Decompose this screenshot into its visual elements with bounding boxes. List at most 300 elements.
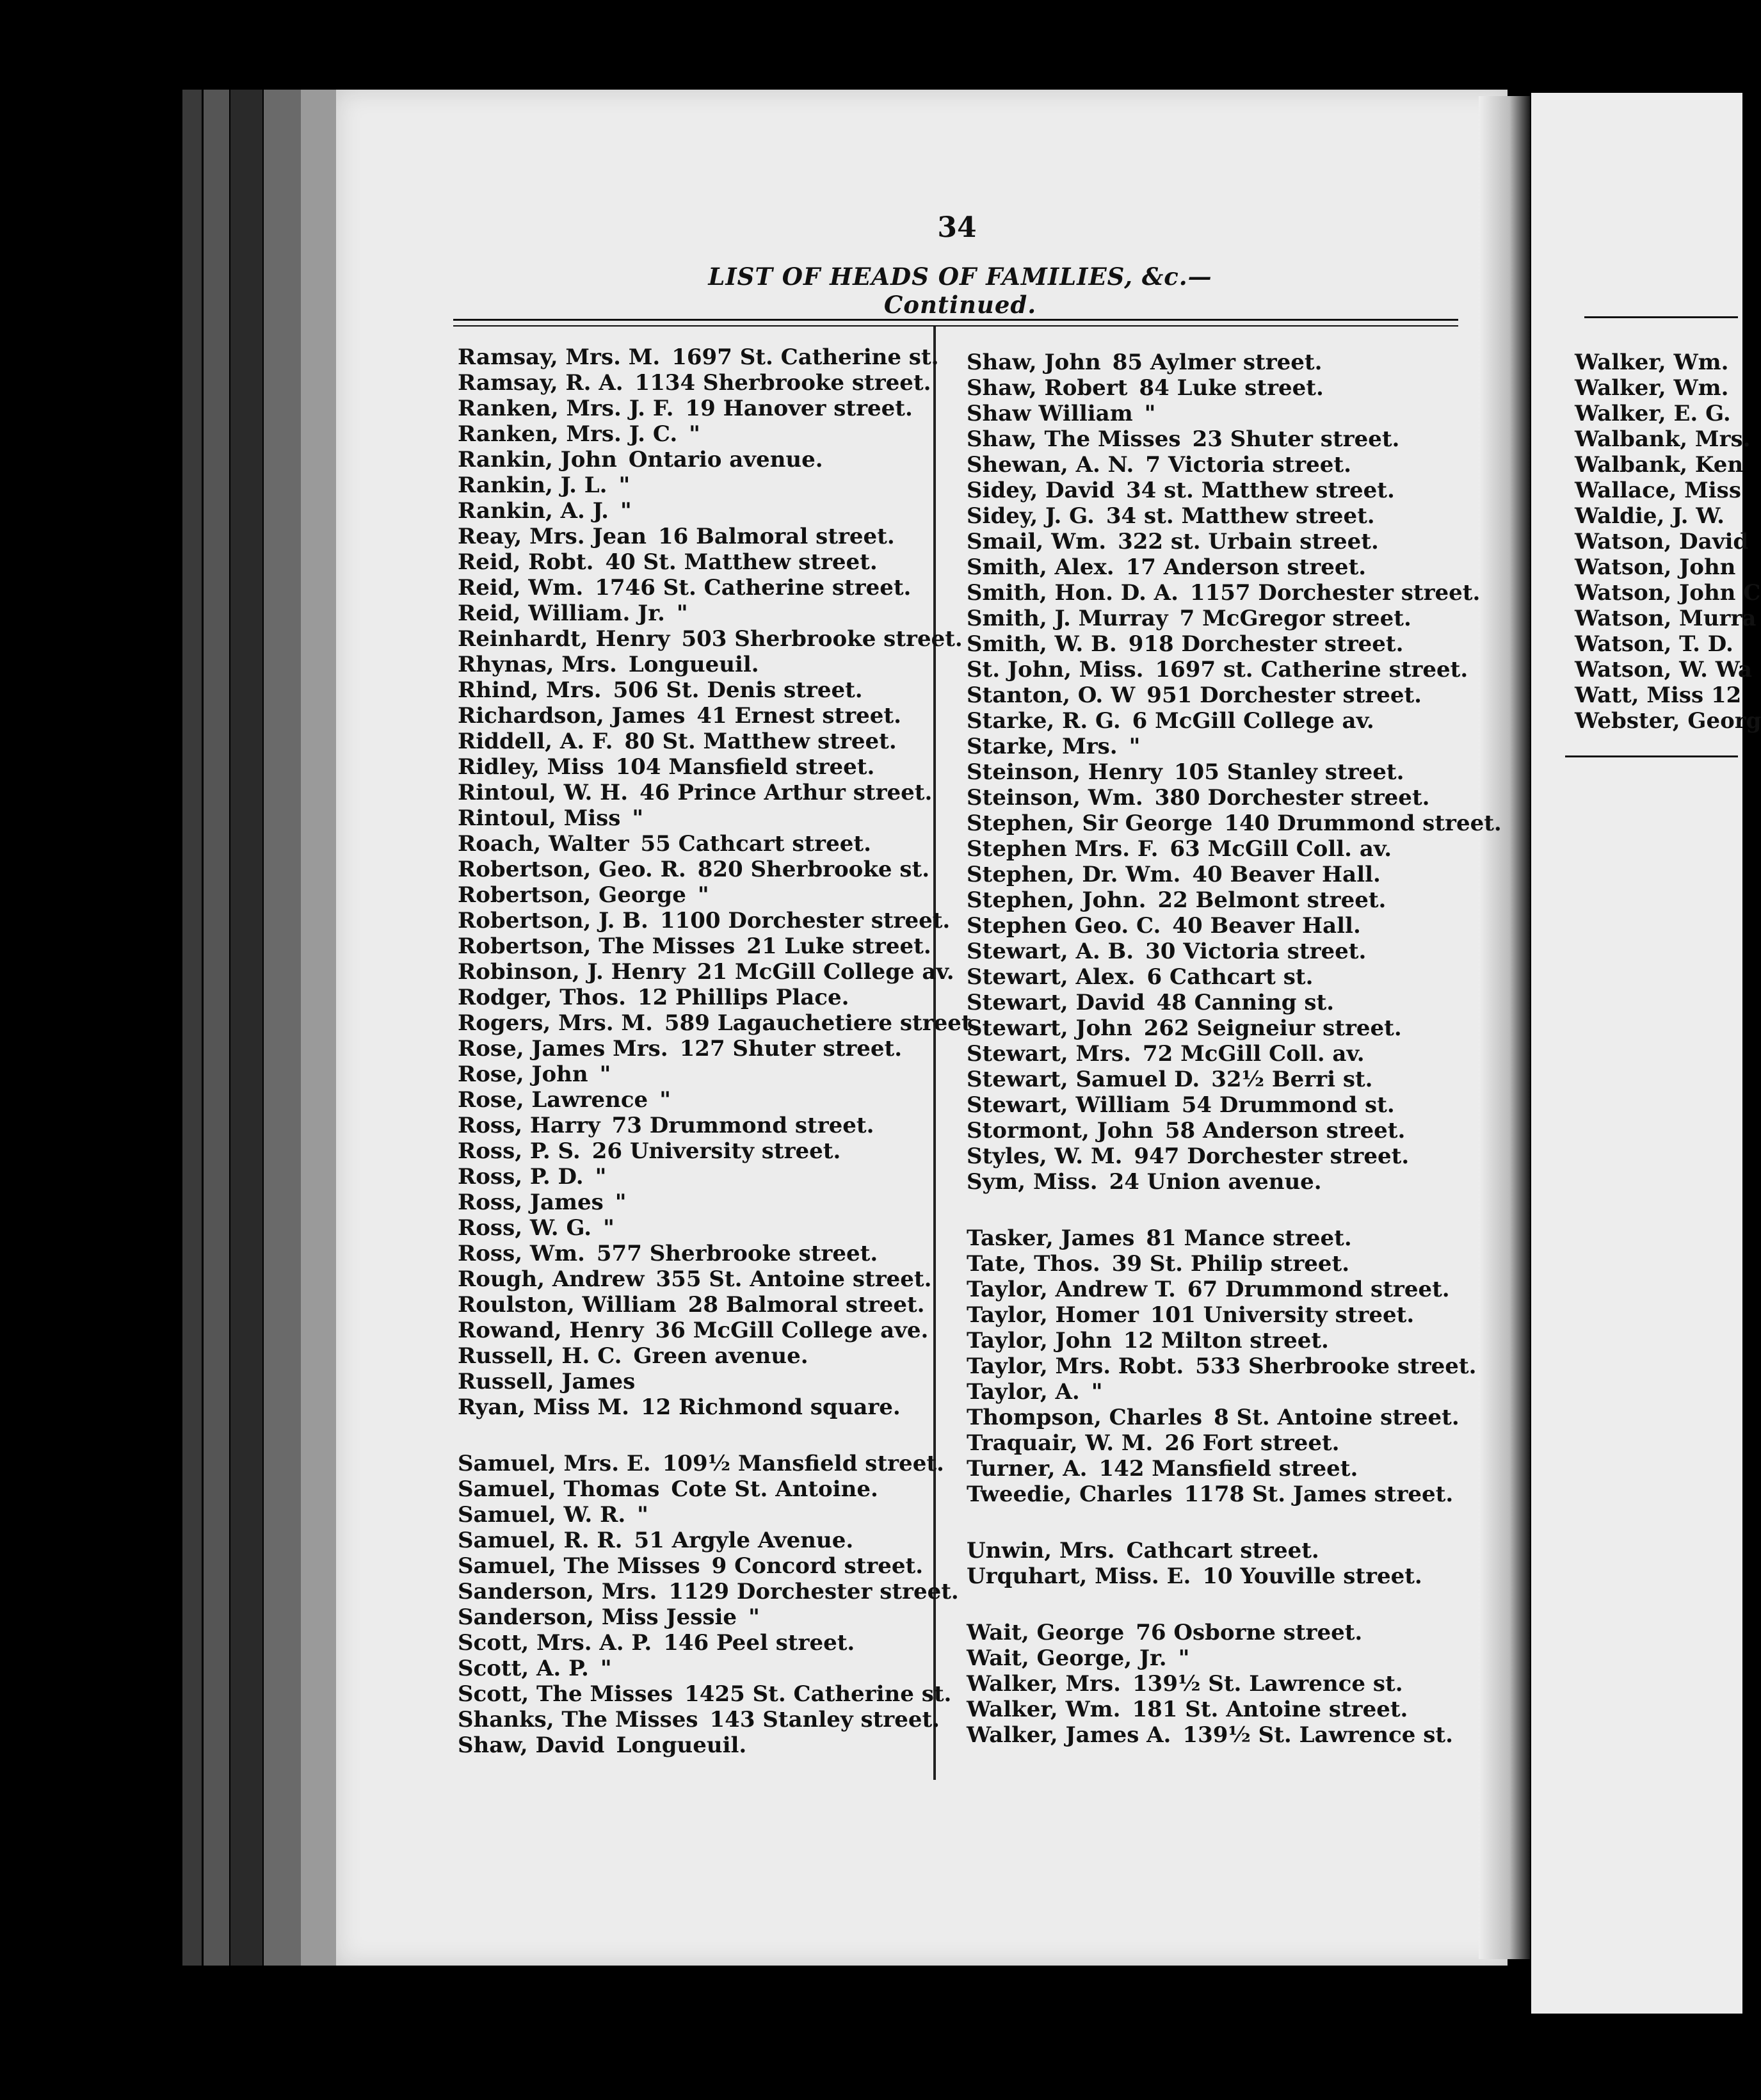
- entry-address: 355 St. Antoine street.: [655, 1266, 932, 1292]
- directory-entry: [967, 1143, 1502, 1169]
- facing-page-entry: Webster, Georg: [1575, 708, 1761, 734]
- entry-name: Stewart, A. B.: [967, 939, 1134, 964]
- right-column: [967, 350, 1502, 1748]
- directory-entry: [458, 754, 979, 780]
- directory-entry: [458, 1502, 979, 1528]
- entry-name: Roulston, William: [458, 1292, 677, 1318]
- entry-name: Steinson, Henry: [967, 759, 1162, 785]
- entry-address: 21 Luke street.: [746, 933, 931, 959]
- facing-page-entry: Watson, David: [1575, 529, 1749, 554]
- directory-entry: [458, 421, 979, 447]
- book-edge: [301, 90, 339, 1966]
- directory-entry: [967, 1277, 1502, 1302]
- directory-entry: [458, 1604, 979, 1630]
- directory-entry: [967, 1671, 1502, 1697]
- entry-name: Stewart, David: [967, 990, 1145, 1015]
- entry-name: Shaw, John: [967, 350, 1101, 375]
- directory-entry: [458, 575, 979, 601]
- directory-entry: [458, 396, 979, 421]
- directory-entry: [967, 1015, 1502, 1041]
- entry-name: Smith, J. Murray: [967, 606, 1168, 631]
- directory-entry: [967, 1482, 1502, 1507]
- directory-entry: [458, 1630, 979, 1656]
- entry-address: Cathcart street.: [1126, 1538, 1319, 1563]
- directory-entry: [458, 1394, 979, 1420]
- directory-entry: [967, 734, 1502, 759]
- entry-address: 143 Stanley street.: [709, 1707, 940, 1732]
- entry-address: 22 Belmont street.: [1157, 887, 1387, 913]
- directory-entry: [458, 1681, 979, 1707]
- entry-name: Starke, R. G.: [967, 708, 1121, 734]
- entry-address: 21 McGill College av.: [696, 959, 954, 985]
- directory-entry: [967, 1225, 1502, 1251]
- directory-entry: [458, 985, 979, 1010]
- directory-entry: [458, 1369, 979, 1394]
- entry-name: Robertson, Geo. R.: [458, 857, 686, 882]
- directory-entry: [458, 1138, 979, 1164]
- entry-address: ": [676, 601, 688, 626]
- facing-page-entry: Watson, John C: [1575, 580, 1761, 606]
- directory-entry: [967, 836, 1502, 862]
- entry-name: Shaw, David: [458, 1732, 605, 1758]
- directory-entry: [458, 1164, 979, 1190]
- page-heading: [659, 262, 1261, 319]
- entry-address: 63 McGill Coll. av.: [1170, 836, 1392, 862]
- entry-name: Smith, W. B.: [967, 631, 1117, 657]
- entry-name: Rose, James Mrs.: [458, 1036, 668, 1062]
- entry-name: Walker, James A.: [967, 1722, 1171, 1748]
- entry-address: 1129 Dorchester street.: [668, 1579, 959, 1604]
- entry-name: Taylor, Homer: [967, 1302, 1139, 1328]
- entry-address: 67 Drummond street.: [1187, 1277, 1450, 1302]
- entry-name: Stephen, Dr. Wm.: [967, 862, 1181, 887]
- directory-entry: [967, 939, 1502, 964]
- book-edge: [264, 90, 301, 1966]
- entry-name: Samuel, Thomas: [458, 1476, 660, 1502]
- directory-entry: [967, 887, 1502, 913]
- entry-name: Rogers, Mrs. M.: [458, 1010, 653, 1036]
- entry-name: Ross, Wm.: [458, 1241, 585, 1266]
- entry-name: Shanks, The Misses: [458, 1707, 698, 1732]
- directory-entry: [458, 370, 979, 396]
- facing-page-entry: Walbank, Ken: [1575, 452, 1744, 478]
- entry-address: 40 Beaver Hall.: [1172, 913, 1361, 939]
- entry-address: Longueuil.: [616, 1732, 747, 1758]
- facing-page-entry: Watson, John: [1575, 554, 1736, 580]
- entry-address: ": [1129, 734, 1141, 759]
- entry-name: Sym, Miss.: [967, 1169, 1098, 1195]
- entry-name: Riddell, A. F.: [458, 729, 613, 754]
- entry-name: Sidey, David: [967, 478, 1115, 503]
- entry-name: Rough, Andrew: [458, 1266, 645, 1292]
- directory-entry: [458, 1732, 979, 1758]
- entry-address: ": [697, 882, 709, 908]
- entry-address: ": [632, 805, 644, 831]
- facing-page-entry: Watson, W. Wa: [1575, 657, 1752, 682]
- entry-name: Thompson, Charles: [967, 1405, 1203, 1430]
- directory-entry: [967, 1118, 1502, 1143]
- entry-address: 81 Mance street.: [1146, 1225, 1352, 1251]
- entry-address: 589 Lagauchetiere street.: [664, 1010, 979, 1036]
- entry-address: Cote St. Antoine.: [671, 1476, 878, 1502]
- entry-name: Shaw, Robert: [967, 375, 1128, 401]
- directory-entry: [967, 375, 1502, 401]
- directory-entry: [967, 1563, 1502, 1589]
- entry-address: 262 Seigneiur street.: [1143, 1015, 1402, 1041]
- directory-entry: [458, 1190, 979, 1215]
- entry-address: 12 Milton street.: [1123, 1328, 1329, 1353]
- directory-entry: [967, 1722, 1502, 1748]
- directory-entry: [458, 703, 979, 729]
- entry-address: ": [620, 498, 632, 524]
- facing-page-entry: Watt, Miss 12: [1575, 682, 1742, 708]
- directory-entry: [967, 964, 1502, 990]
- entry-address: 105 Stanley street.: [1173, 759, 1404, 785]
- directory-entry: [967, 401, 1502, 426]
- entry-address: ": [615, 1190, 627, 1215]
- entry-address: 7 Victoria street.: [1145, 452, 1351, 478]
- entry-name: Richardson, James: [458, 703, 686, 729]
- directory-entry: [458, 1062, 979, 1087]
- facing-page-entry: Walker, E. G.: [1575, 401, 1731, 426]
- directory-entry: [458, 1087, 979, 1113]
- directory-entry: [967, 785, 1502, 811]
- entry-address: 820 Sherbrooke st.: [697, 857, 930, 882]
- entry-address: ": [637, 1502, 648, 1528]
- entry-name: Rowand, Henry: [458, 1318, 644, 1343]
- entry-name: Smith, Hon. D. A.: [967, 580, 1178, 606]
- directory-entry: [967, 426, 1502, 452]
- directory-entry: [967, 759, 1502, 785]
- directory-entry: [967, 1456, 1502, 1482]
- directory-entry: [458, 498, 979, 524]
- entry-name: Roach, Walter: [458, 831, 629, 857]
- entry-address: Green avenue.: [633, 1343, 808, 1369]
- directory-entry: [458, 1318, 979, 1343]
- entry-name: Ramsay, R. A.: [458, 370, 623, 396]
- directory-entry: [967, 1041, 1502, 1067]
- entry-name: Russell, H. C.: [458, 1343, 622, 1369]
- entry-address: 1425 St. Catherine st.: [684, 1681, 952, 1707]
- entry-name: Scott, Mrs. A. P.: [458, 1630, 652, 1656]
- entry-name: Sidey, J. G.: [967, 503, 1095, 529]
- entry-address: 46 Prince Arthur street.: [639, 780, 933, 805]
- entry-name: Ross, W. G.: [458, 1215, 592, 1241]
- entry-address: 40 Beaver Hall.: [1192, 862, 1381, 887]
- entry-name: Ridley, Miss: [458, 754, 604, 780]
- directory-entry: [458, 729, 979, 754]
- entry-address: 58 Anderson street.: [1164, 1118, 1406, 1143]
- directory-entry: [458, 857, 979, 882]
- entry-address: ": [603, 1215, 615, 1241]
- directory-entry: [458, 652, 979, 677]
- entry-address: 34 st. Matthew street.: [1126, 478, 1395, 503]
- entry-address: 30 Victoria street.: [1145, 939, 1367, 964]
- entry-address: 10 Youville street.: [1202, 1563, 1422, 1589]
- directory-entry: [458, 1553, 979, 1579]
- directory-entry: [458, 1476, 979, 1502]
- directory-entry: [458, 805, 979, 831]
- entry-address: 32½ Berri st.: [1211, 1067, 1373, 1092]
- directory-entry: [458, 831, 979, 857]
- entry-address: 55 Cathcart street.: [640, 831, 871, 857]
- entry-name: Rintoul, W. H.: [458, 780, 629, 805]
- entry-name: Smail, Wm.: [967, 529, 1107, 554]
- entry-address: 23 Shuter street.: [1192, 426, 1400, 452]
- directory-entry: [967, 1067, 1502, 1092]
- facing-page-entry: Wallace, Miss: [1575, 478, 1741, 503]
- entry-address: 506 St. Denis street.: [613, 677, 863, 703]
- directory-entry: [967, 1697, 1502, 1722]
- entry-name: Robertson, J. B.: [458, 908, 648, 933]
- directory-entry: [967, 1092, 1502, 1118]
- entry-name: Shaw William: [967, 401, 1133, 426]
- directory-entry: [967, 1353, 1502, 1379]
- entry-address: ": [1144, 401, 1156, 426]
- directory-entry: [458, 1451, 979, 1476]
- directory-entry: [458, 1707, 979, 1732]
- entry-name: Taylor, Mrs. Robt.: [967, 1353, 1184, 1379]
- entry-address: 34 st. Matthew street.: [1106, 503, 1375, 529]
- entry-name: Sanderson, Mrs.: [458, 1579, 657, 1604]
- entry-name: Scott, The Misses: [458, 1681, 673, 1707]
- entry-name: Stephen Mrs. F.: [967, 836, 1159, 862]
- directory-entry: [458, 959, 979, 985]
- facing-page-entry: Watson, T. D.: [1575, 631, 1733, 657]
- directory-entry: [458, 1010, 979, 1036]
- entry-address: 577 Sherbrooke street.: [596, 1241, 878, 1266]
- directory-entry: [458, 1215, 979, 1241]
- entry-name: Robertson, George: [458, 882, 686, 908]
- entry-name: Unwin, Mrs.: [967, 1538, 1115, 1563]
- directory-entry: [458, 1036, 979, 1062]
- entry-address: 39 St. Philip street.: [1111, 1251, 1350, 1277]
- directory-entry: [967, 1620, 1502, 1645]
- entry-name: Rose, Lawrence: [458, 1087, 648, 1113]
- directory-entry: [458, 472, 979, 498]
- entry-address: 139½ St. Lawrence st.: [1132, 1671, 1403, 1697]
- entry-address: 85 Aylmer street.: [1112, 350, 1323, 375]
- entry-address: 1697 st. Catherine street.: [1155, 657, 1468, 682]
- entry-name: Steinson, Wm.: [967, 785, 1143, 811]
- facing-page-entry: Walbank, Mrs.: [1575, 426, 1751, 452]
- entry-address: ": [595, 1164, 607, 1190]
- directory-entry: [967, 452, 1502, 478]
- entry-name: Samuel, W. R.: [458, 1502, 626, 1528]
- facing-page-entry: Watson, Murra: [1575, 606, 1757, 631]
- directory-entry: [967, 580, 1502, 606]
- entry-name: Stewart, Mrs.: [967, 1041, 1132, 1067]
- entry-name: Stormont, John: [967, 1118, 1154, 1143]
- facing-page-column: [1575, 350, 1761, 734]
- book-edge: [230, 90, 262, 1966]
- entry-name: Stephen, John.: [967, 887, 1146, 913]
- directory-entry: [967, 631, 1502, 657]
- entry-name: Samuel, R. R.: [458, 1528, 623, 1553]
- entry-name: Reid, Robt.: [458, 549, 594, 575]
- directory-entry: [967, 990, 1502, 1015]
- entry-address: ": [599, 1062, 611, 1087]
- entry-address: Ontario avenue.: [628, 447, 823, 472]
- book-edge: [182, 90, 202, 1966]
- directory-entry: [458, 1241, 979, 1266]
- directory-entry: [967, 478, 1502, 503]
- entry-name: Rhind, Mrs.: [458, 677, 602, 703]
- header-rule: [453, 319, 1458, 321]
- entry-address: ": [1178, 1645, 1190, 1671]
- directory-entry: [458, 1579, 979, 1604]
- entry-address: ": [600, 1656, 612, 1681]
- entry-name: Robinson, J. Henry: [458, 959, 686, 985]
- entry-address: 1134 Sherbrooke street.: [634, 370, 931, 396]
- entry-name: Reay, Mrs. Jean: [458, 524, 647, 549]
- entry-name: Urquhart, Miss. E.: [967, 1563, 1191, 1589]
- entry-name: Ryan, Miss M.: [458, 1394, 629, 1420]
- entry-address: 101 University street.: [1150, 1302, 1415, 1328]
- directory-entry: [458, 1292, 979, 1318]
- entry-name: Russell, James: [458, 1369, 636, 1394]
- entry-name: Ramsay, Mrs. M.: [458, 344, 661, 370]
- entry-address: 84 Luke street.: [1139, 375, 1324, 401]
- directory-entry: [967, 1538, 1502, 1563]
- entry-address: 54 Drummond st.: [1181, 1092, 1395, 1118]
- entry-address: ": [659, 1087, 671, 1113]
- entry-address: 322 st. Urbain street.: [1118, 529, 1379, 554]
- section-gap: [967, 1507, 1502, 1538]
- directory-entry: [458, 1343, 979, 1369]
- directory-entry: [967, 1169, 1502, 1195]
- directory-entry: [458, 344, 979, 370]
- entry-name: Taylor, Andrew T.: [967, 1277, 1176, 1302]
- entry-address: ": [748, 1604, 760, 1630]
- entry-name: Rankin, J. L.: [458, 472, 607, 498]
- directory-entry: [967, 1430, 1502, 1456]
- directory-entry: [967, 529, 1502, 554]
- entry-name: St. John, Miss.: [967, 657, 1144, 682]
- entry-address: 918 Dorchester street.: [1128, 631, 1404, 657]
- entry-address: 28 Balmoral street.: [688, 1292, 925, 1318]
- heading-title: LIST OF HEADS OF FAMILIES,: [708, 262, 1133, 291]
- entry-name: Reinhardt, Henry: [458, 626, 670, 652]
- facing-page-entry: Walker, Wm.: [1575, 350, 1729, 375]
- entry-name: Shewan, A. N.: [967, 452, 1134, 478]
- entry-name: Stanton, O. W: [967, 682, 1136, 708]
- entry-address: 16 Balmoral street.: [657, 524, 895, 549]
- entry-address: 24 Union avenue.: [1109, 1169, 1322, 1195]
- directory-entry: [458, 1113, 979, 1138]
- entry-address: 12 Richmond square.: [640, 1394, 901, 1420]
- entry-address: 6 Cathcart st.: [1146, 964, 1314, 990]
- directory-entry: [458, 549, 979, 575]
- directory-entry: [967, 913, 1502, 939]
- entry-name: Stewart, Samuel D.: [967, 1067, 1200, 1092]
- entry-name: Tate, Thos.: [967, 1251, 1100, 1277]
- entry-address: 19 Hanover street.: [685, 396, 913, 421]
- directory-entry: [967, 811, 1502, 836]
- entry-address: 1697 St. Catherine st.: [671, 344, 939, 370]
- directory-entry: [967, 862, 1502, 887]
- directory-entry: [458, 601, 979, 626]
- entry-address: 1157 Dorchester street.: [1189, 580, 1481, 606]
- directory-entry: [458, 677, 979, 703]
- entry-address: 73 Drummond street.: [611, 1113, 874, 1138]
- directory-entry: [458, 1266, 979, 1292]
- entry-name: Starke, Mrs.: [967, 734, 1118, 759]
- entry-address: 104 Mansfield street.: [615, 754, 875, 780]
- entry-address: 72 McGill Coll. av.: [1143, 1041, 1365, 1067]
- page-number: 34: [937, 211, 977, 244]
- facing-page-entry: Walker, Wm.: [1575, 375, 1729, 401]
- directory-entry: [458, 1528, 979, 1553]
- entry-name: Ross, P. D.: [458, 1164, 584, 1190]
- entry-name: Wait, George: [967, 1620, 1125, 1645]
- entry-name: Walker, Mrs.: [967, 1671, 1122, 1697]
- entry-address: 127 Shuter street.: [679, 1036, 903, 1062]
- entry-address: 40 St. Matthew street.: [605, 549, 878, 575]
- directory-entry: [967, 606, 1502, 631]
- entry-address: 76 Osborne street.: [1136, 1620, 1363, 1645]
- directory-entry: [458, 882, 979, 908]
- entry-address: 139½ St. Lawrence st.: [1182, 1722, 1453, 1748]
- entry-name: Rintoul, Miss: [458, 805, 621, 831]
- entry-name: Tweedie, Charles: [967, 1482, 1173, 1507]
- entry-address: 36 McGill College ave.: [655, 1318, 929, 1343]
- directory-entry: [458, 626, 979, 652]
- entry-name: Rankin, John: [458, 447, 617, 472]
- entry-name: Samuel, Mrs. E.: [458, 1451, 651, 1476]
- entry-address: 503 Sherbrooke street.: [681, 626, 963, 652]
- heading-suffix: &c.—Continued.: [883, 262, 1212, 319]
- entry-name: Stephen, Sir George: [967, 811, 1213, 836]
- entry-name: Sanderson, Miss Jessie: [458, 1604, 737, 1630]
- left-column: [458, 344, 979, 1758]
- entry-address: 140 Drummond street.: [1224, 811, 1502, 836]
- entry-name: Styles, W. M.: [967, 1143, 1123, 1169]
- entry-name: Tasker, James: [967, 1225, 1135, 1251]
- section-gap: [458, 1420, 979, 1451]
- directory-entry: [967, 1302, 1502, 1328]
- entry-address: 12 Phillips Place.: [637, 985, 849, 1010]
- section-gap: [967, 1195, 1502, 1225]
- entry-address: 380 Dorchester street.: [1154, 785, 1430, 811]
- entry-address: 951 Dorchester street.: [1146, 682, 1422, 708]
- entry-name: Ranken, Mrs. J. C.: [458, 421, 678, 447]
- entry-name: Rodger, Thos.: [458, 985, 626, 1010]
- facing-footer-rule: [1565, 755, 1738, 757]
- entry-name: Stewart, Alex.: [967, 964, 1136, 990]
- directory-entry: [458, 1656, 979, 1681]
- entry-name: Stephen Geo. C.: [967, 913, 1161, 939]
- entry-address: 9 Concord street.: [711, 1553, 924, 1579]
- entry-name: Taylor, A.: [967, 1379, 1080, 1405]
- entry-address: 947 Dorchester street.: [1134, 1143, 1410, 1169]
- entry-name: Rankin, A. J.: [458, 498, 609, 524]
- entry-name: Ross, James: [458, 1190, 604, 1215]
- entry-address: 8 St. Antoine street.: [1214, 1405, 1459, 1430]
- entry-address: 533 Sherbrooke street.: [1195, 1353, 1477, 1379]
- entry-name: Traquair, W. M.: [967, 1430, 1154, 1456]
- directory-entry: [967, 1379, 1502, 1405]
- entry-address: ": [1091, 1379, 1103, 1405]
- entry-address: 41 Ernest street.: [696, 703, 901, 729]
- entry-address: 1100 Dorchester street.: [659, 908, 951, 933]
- entry-name: Rose, John: [458, 1062, 588, 1087]
- entry-name: Stewart, William: [967, 1092, 1170, 1118]
- entry-address: 26 Fort street.: [1164, 1430, 1340, 1456]
- facing-header-rule: [1584, 316, 1738, 318]
- entry-address: 80 St. Matthew street.: [624, 729, 897, 754]
- directory-entry: [458, 524, 979, 549]
